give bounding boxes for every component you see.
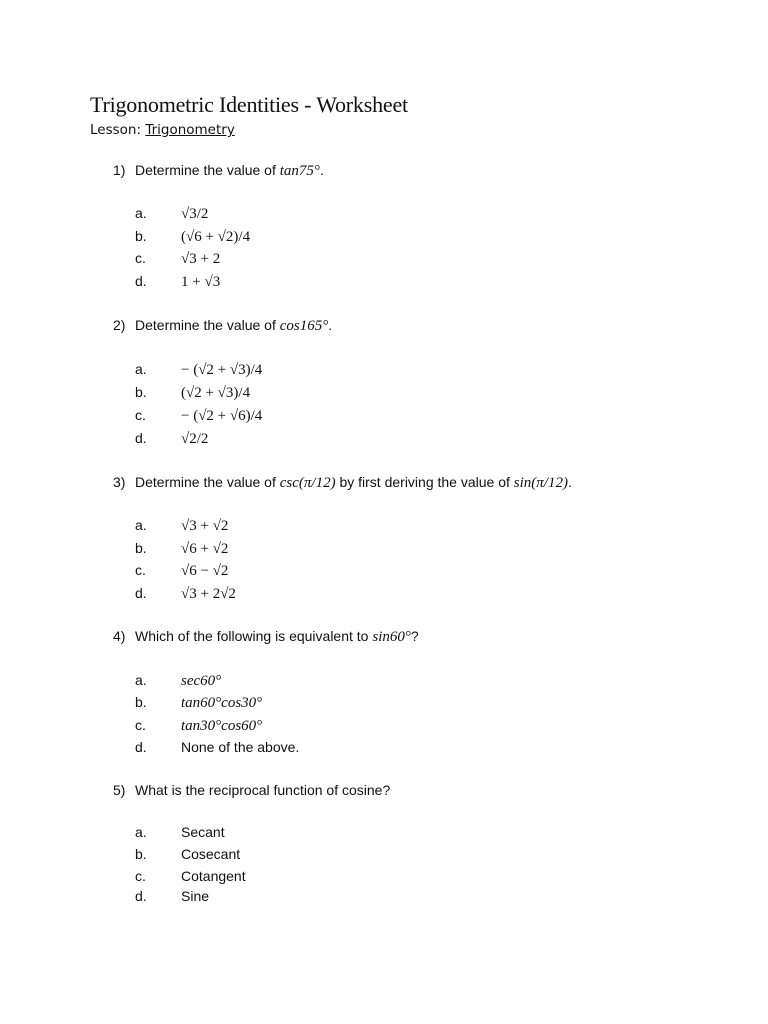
option-value: √2/2	[181, 431, 209, 447]
question-1	[113, 162, 324, 180]
lesson-prefix: Lesson:	[90, 122, 146, 138]
question-2	[113, 317, 332, 335]
question-end: .	[567, 474, 572, 490]
option-letter: b.	[135, 384, 147, 400]
option-3a[interactable]	[135, 517, 228, 535]
question-4	[113, 628, 419, 646]
option-5b[interactable]	[135, 846, 240, 864]
question-5	[113, 782, 390, 798]
question-text: Determine the value of	[135, 474, 280, 490]
question-end: .	[319, 162, 324, 178]
option-value: √3 + 2√2	[181, 586, 236, 602]
option-value: √3 + 2	[181, 251, 221, 267]
question-text-mid: by first deriving the value of	[335, 474, 514, 490]
question-number: 2)	[113, 317, 126, 333]
option-letter: a.	[135, 361, 147, 377]
option-value: 1 + √3	[181, 274, 221, 290]
option-4a[interactable]	[135, 672, 221, 690]
worksheet-title: Trigonometric Identities - Worksheet	[90, 92, 408, 117]
question-text: What is the reciprocal function of cosine?	[135, 782, 391, 798]
option-1c[interactable]	[135, 250, 220, 268]
option-value: (√2 + √3)/4	[181, 385, 251, 401]
question-text: Which of the following is equivalent to	[135, 628, 373, 644]
question-math-2: sin(π/12)	[513, 475, 568, 491]
option-value: Cotangent	[181, 868, 246, 884]
option-value: sec60°	[181, 673, 222, 689]
option-value: √6 − √2	[181, 563, 229, 579]
option-value: None of the above.	[181, 739, 300, 755]
question-text: Determine the value of	[135, 162, 280, 178]
option-4c[interactable]	[135, 717, 262, 735]
option-1a[interactable]	[135, 205, 208, 223]
option-3b[interactable]	[135, 540, 228, 558]
option-5a[interactable]	[135, 824, 225, 842]
option-letter: c.	[135, 868, 146, 884]
option-value: (√6 + √2)/4	[181, 229, 251, 245]
option-value: √3/2	[181, 206, 209, 222]
option-letter: d.	[135, 273, 147, 289]
option-letter: a.	[135, 672, 147, 688]
option-value: Cosecant	[181, 846, 241, 862]
option-letter: b.	[135, 228, 147, 244]
option-2b[interactable]	[135, 384, 250, 402]
question-math: sin60°	[372, 629, 411, 645]
option-value: Secant	[181, 824, 225, 840]
option-letter: c.	[135, 562, 146, 578]
option-5d[interactable]	[135, 888, 209, 906]
option-value: tan30°cos60°	[181, 718, 263, 734]
option-value: tan60°cos30°	[181, 695, 263, 711]
question-math: tan75°	[279, 163, 320, 179]
option-value: − (√2 + √6)/4	[181, 408, 263, 424]
option-letter: d.	[135, 739, 147, 755]
option-1b[interactable]	[135, 228, 250, 246]
option-letter: c.	[135, 407, 146, 423]
option-letter: b.	[135, 694, 147, 710]
option-letter: a.	[135, 824, 147, 840]
option-letter: b.	[135, 540, 147, 556]
option-2a[interactable]	[135, 361, 262, 379]
question-number: 5)	[113, 782, 126, 798]
question-end: ?	[410, 628, 419, 644]
option-3c[interactable]	[135, 562, 228, 580]
option-2c[interactable]	[135, 407, 262, 425]
option-letter: a.	[135, 517, 147, 533]
option-4b[interactable]	[135, 694, 262, 712]
question-end: .	[328, 317, 333, 333]
option-letter: d.	[135, 888, 147, 904]
option-value: − (√2 + √3)/4	[181, 362, 263, 378]
question-number: 4)	[113, 628, 126, 644]
option-3d[interactable]	[135, 585, 236, 603]
option-4d[interactable]	[135, 739, 299, 757]
option-1d[interactable]	[135, 273, 220, 291]
option-value: √6 + √2	[181, 541, 229, 557]
lesson-line	[90, 122, 235, 138]
option-5c[interactable]	[135, 868, 246, 886]
option-letter: a.	[135, 205, 147, 221]
question-math: cos165°	[279, 318, 329, 334]
option-letter: c.	[135, 717, 146, 733]
option-letter: d.	[135, 585, 147, 601]
option-2d[interactable]	[135, 430, 208, 448]
question-number: 3)	[113, 474, 126, 490]
question-3	[113, 474, 572, 492]
lesson-link[interactable]: Trigonometry	[145, 122, 235, 138]
option-value: Sine	[181, 888, 210, 904]
question-math: csc(π/12)	[279, 475, 336, 491]
option-value: √3 + √2	[181, 518, 229, 534]
question-number: 1)	[113, 162, 126, 178]
option-letter: c.	[135, 250, 146, 266]
option-letter: b.	[135, 846, 147, 862]
option-letter: d.	[135, 430, 147, 446]
question-text: Determine the value of	[135, 317, 280, 333]
